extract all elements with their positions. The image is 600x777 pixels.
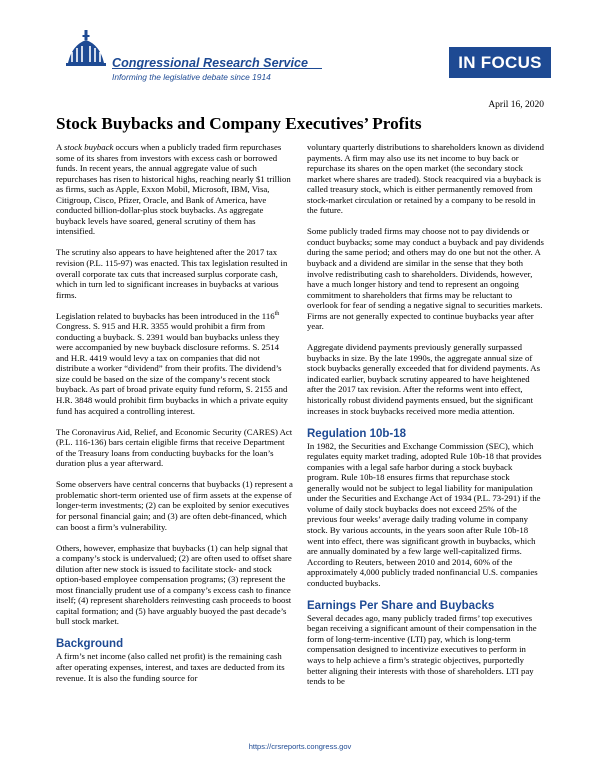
paragraph: Some observers have central concerns that buybacks (1) represent a problematic short-term oriented use of firm assets at the expense of longer-term investments; (2) can be exploited by senior executives for personal financial gain; and (3) are often debt-financed, which can boost a firm’s vulnerability. [56, 479, 293, 532]
paragraph: Several decades ago, many publicly traded firms’ top executives began receiving a significant amount of their compensation in the form of long-term-incentive (LTI) pay, which is long-term compensation designed to incentivize executives to perform in ways to help achieve a firm’s strategic objectives, purportedly better aligning their interests with those of shareholders. LTI pay tends to be [307, 612, 537, 687]
in-focus-badge: IN FOCUS [449, 47, 551, 78]
paragraph: Aggregate dividend payments previously generally surpassed buybacks in size. By the late 1990s, the aggregate annual size of stock buybacks generally exceeded that for dividend payments. As indicated earlier, buyback scrutiny appeared to have heightened after the 2017 tax revision. After the reforms went into effect, historically robust dividend payments ensued, but the significant increases in stock buybacks received more media attention. [307, 342, 541, 416]
publication-date: April 16, 2020 [488, 100, 544, 110]
section-heading-regulation: Regulation 10b-18 [307, 427, 407, 440]
paragraph: Others, however, emphasize that buybacks (1) can help signal that a company’s stock is undervalued; (2) are often used to offset share dilution after new stock is issued to facilitate stock- and stock option-based employee compensation programs; (3) represent the most financially prudent use of a company’s excess cash to finance itself; (4) represent shareholders reinvesting cash proceeds to boost capital formation; and (5) have arguably buoyed the past decade’s bull stock market. [56, 542, 292, 627]
page-header [0, 0, 600, 100]
left-column [56, 142, 293, 683]
document-title: Stock Buybacks and Company Executives’ Profits [56, 114, 422, 133]
paragraph: The Coronavirus Aid, Relief, and Economic Security (CARES) Act (P.L. 116-136) bars certain eligible firms that receive Department of the Treasury loans from conducting buybacks for the loan’s duration plus a year afterward. [56, 426, 293, 469]
capitol-dome-icon [62, 27, 110, 67]
defined-term: stock buyback [64, 142, 114, 152]
paragraph: The scrutiny also appears to have heightened after the 2017 tax revision (P.L. 115-97) was enacted. This tax legislation resulted in overall corporate tax cuts that increased surplus corporate cash, which in turn led to significant increases in buybacks at various firms. [56, 247, 288, 300]
organization-tagline: Informing the legislative debate since 1914 [112, 72, 271, 82]
paragraph: In 1982, the Securities and Exchange Commission (SEC), which regulates equity market trading, adopted Rule 10b-18 that provides companies with a legal safe harbor during a stock buyback program. Rule 10b-18 ensures firms that repurchase stock generally would not be subject to legal liability for manipulation under the Securities and Exchange Act of 1934 (P.L. 73-291) if the volume of daily stock buybacks does not exceed 25% of the previous four weeks’ average daily trading volume in company stock. By various accounts, in the years soon after Rule 10b-18 went into effect, there was significant growth in buybacks, which are annually dominated by a few large well-capitalized firms. According to Reuters, between 2010 and 2014, 60% of the approximately 4,000 publicly traded nonfinancial U.S. companies conducted buybacks. [307, 440, 542, 588]
paragraph: Some publicly traded firms may choose not to pay dividends or conduct buybacks; some may conduct a buyback and pay dividends during the same period; and others may do one but not the other. A buyback and a dividend are similar in the sense that they both involve redistributing cash to shareholders. Dividends, however, have a much longer history and tend to represent an ongoing commitment to shareholders that firms may be reluctant to overlook for fear of sending a negative signal to securities markets. Firms are not generally expected to continue buybacks year after year. [307, 226, 544, 332]
paragraph: Legislation related to buybacks has been introduced in the 116th Congress. S. 915 and H.R. 3355 would prohibit a firm from conducting a buyback. S. 2391 would ban buybacks unless they were accompanied by new buyback disclosure reforms. S. 2514 and H.R. 4419 would levy a tax on companies that did not distribute a worker “dividend” from their profits. The dividend’s size could be based on the size of the company’s recent stock buyback. As part of broad private equity fund reform, S. 2155 and H.R. 3848 would prohibit firm buybacks in which a private equity fund has acquired a controlling interest. [56, 310, 288, 416]
section-heading-eps: Earnings Per Share and Buybacks [307, 599, 495, 612]
paragraph: A firm’s net income (also called net profit) is the remaining cash after operating expenses, interest, and taxes are deducted from its revenue. It is also the funding source for [56, 651, 285, 683]
right-column [307, 142, 544, 687]
footer-url[interactable]: https://crsreports.congress.gov [248, 742, 352, 751]
section-heading-background: Background [56, 638, 124, 651]
organization-name: Congressional Research Service [112, 56, 308, 70]
paragraph: voluntary quarterly distributions to shareholders known as dividend payments. A firm may also use its net income to buy back or repurchase its shares on the open market (the secondary stock market where shares are traded). Stock reacquired via a buyback is called treasury stock, which is either permanently removed from stock-market circulation or retained by a company to be resold in the future. [307, 142, 544, 216]
paragraph: A stock buyback occurs when a publicly traded firm repurchases some of its shares from investors with excess cash or borrowed funds. In recent years, the annual aggregate value of such repurchases has risen to historical highs, reaching nearly $1 trillion as firms, such as Apple, Exxon Mobil, Microsoft, IBM, Visa, Citigroup, Cisco, Pfizer, Oracle, and Bank of America, have conducted billion-dollar-plus stock buybacks. As aggregate buyback levels have soared, general scrutiny of them has intensified. [56, 142, 291, 237]
